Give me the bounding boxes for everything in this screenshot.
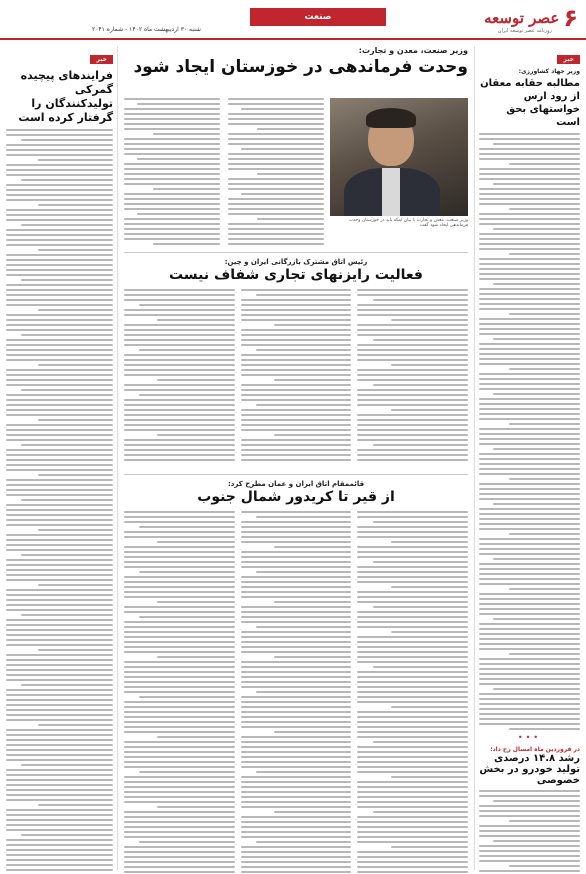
lead-article-body bbox=[124, 98, 324, 248]
logo-subtitle: روزنامه عصر توسعه ایران bbox=[497, 28, 552, 34]
lead-headline[interactable]: وحدت فرماندهی در خوزستان ایجاد شود bbox=[133, 57, 468, 77]
brief-headline[interactable]: رشد ۱۴.۸ درصدی تولید خودرو در بخش خصوصی bbox=[479, 753, 580, 786]
left-column bbox=[6, 46, 118, 870]
second-kicker: رئیس اتاق مشترک بازرگانی ایران و چین: bbox=[224, 258, 368, 266]
left-article-body bbox=[6, 129, 113, 874]
masthead bbox=[0, 0, 586, 40]
brief-article-body bbox=[479, 790, 580, 874]
second-article bbox=[124, 258, 468, 472]
minister-photo bbox=[330, 98, 468, 216]
separator-dots: ••• bbox=[517, 733, 542, 742]
right-headline[interactable]: مطالبه حقابه معقان از رود ارس خواستهای بحق است bbox=[480, 78, 580, 128]
right-kicker: وزیر جهاد کشاورزی: bbox=[518, 68, 580, 75]
second-headline[interactable]: فعالیت رایزنهای تجاری شفاف نیست bbox=[169, 267, 423, 283]
news-tag: خبر bbox=[90, 55, 113, 64]
divider bbox=[124, 252, 468, 253]
lead-kicker: وزیر صنعت، معدن و تجارت: bbox=[358, 46, 468, 55]
page-number: ۶ bbox=[563, 4, 578, 32]
brief-kicker: در فروردین ماه امسال رخ داد؛ bbox=[490, 746, 580, 753]
logo-text: عصر توسعه bbox=[484, 9, 560, 27]
issue-date: شنبه ۳۰ اردیبهشت ماه ۱۴۰۲ - شماره ۲۰۴۱ bbox=[92, 26, 201, 33]
news-tag: خبر bbox=[557, 55, 580, 64]
third-article bbox=[124, 480, 468, 868]
right-article-body bbox=[479, 133, 580, 730]
lead-article bbox=[124, 46, 468, 250]
logo[interactable] bbox=[484, 6, 578, 30]
third-kicker: قائممقام اتاق ایران و عمان مطرح کرد: bbox=[227, 480, 365, 488]
right-column bbox=[474, 46, 580, 870]
divider bbox=[124, 474, 468, 475]
section-tag: صنعت bbox=[250, 8, 386, 26]
photo-caption: وزیر صنعت، معدن و تجارت با بیان اینکه باید در خوزستان وحدت فرماندهی ایجاد شود گفت bbox=[348, 218, 468, 228]
left-headline[interactable]: فرایندهای پیچیده گمرکی تولیدکنندگان را گرفتار کرده است bbox=[18, 69, 113, 124]
main-column bbox=[124, 46, 468, 870]
third-headline[interactable]: از قیر تا کریدور شمال جنوب bbox=[197, 489, 395, 505]
third-article-body bbox=[124, 511, 468, 874]
second-article-body bbox=[124, 289, 468, 464]
